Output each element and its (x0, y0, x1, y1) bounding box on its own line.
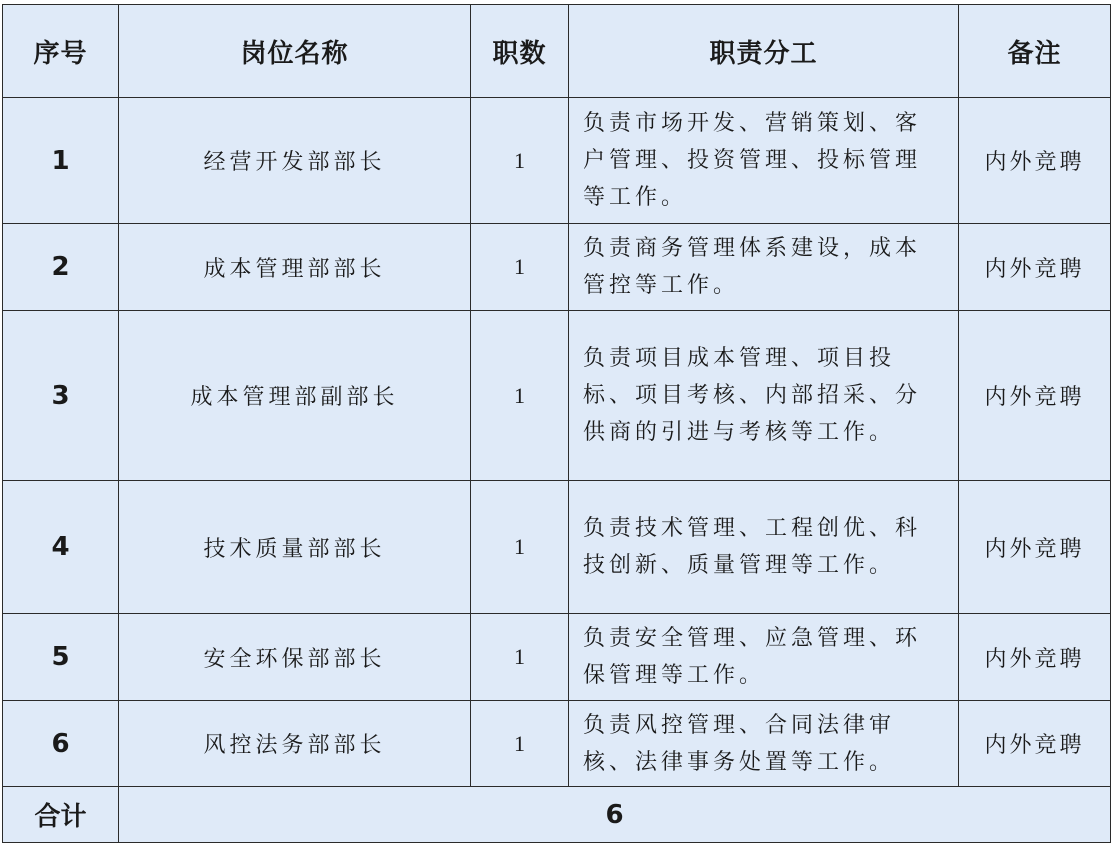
table-row (3, 98, 1111, 224)
table-row (3, 614, 1111, 701)
header-note: 备注 (959, 5, 1111, 98)
row-note: 内外竞聘 (959, 224, 1111, 311)
row-count: 1 (471, 224, 569, 311)
row-count: 1 (471, 98, 569, 224)
positions-table (2, 4, 1111, 843)
row-seq: 1 (3, 98, 119, 224)
row-seq: 4 (3, 481, 119, 614)
row-position: 成本管理部副部长 (119, 311, 471, 481)
table-total-row (3, 787, 1111, 843)
row-duty: 负责市场开发、营销策划、客户管理、投资管理、投标管理等工作。 (569, 98, 959, 224)
row-position: 成本管理部部长 (119, 224, 471, 311)
table-header-row (3, 5, 1111, 98)
table-row (3, 481, 1111, 614)
table-row (3, 311, 1111, 481)
total-value: 6 (119, 787, 1111, 843)
header-seq: 序号 (3, 5, 119, 98)
row-seq: 2 (3, 224, 119, 311)
table-row (3, 701, 1111, 787)
row-seq: 5 (3, 614, 119, 701)
row-count: 1 (471, 481, 569, 614)
row-duty: 负责安全管理、应急管理、环保管理等工作。 (569, 614, 959, 701)
row-note: 内外竞聘 (959, 614, 1111, 701)
row-position: 风控法务部部长 (119, 701, 471, 787)
row-note: 内外竞聘 (959, 481, 1111, 614)
header-position: 岗位名称 (119, 5, 471, 98)
row-seq: 3 (3, 311, 119, 481)
row-position: 技术质量部部长 (119, 481, 471, 614)
row-seq: 6 (3, 701, 119, 787)
row-note: 内外竞聘 (959, 98, 1111, 224)
row-count: 1 (471, 614, 569, 701)
row-count: 1 (471, 701, 569, 787)
row-duty: 负责技术管理、工程创优、科技创新、质量管理等工作。 (569, 481, 959, 614)
row-note: 内外竞聘 (959, 311, 1111, 481)
row-duty: 负责商务管理体系建设，成本管控等工作。 (569, 224, 959, 311)
row-count: 1 (471, 311, 569, 481)
row-duty: 负责项目成本管理、项目投标、项目考核、内部招采、分供商的引进与考核等工作。 (569, 311, 959, 481)
row-duty: 负责风控管理、合同法律审核、法律事务处置等工作。 (569, 701, 959, 787)
total-label: 合计 (3, 787, 119, 843)
table-row (3, 224, 1111, 311)
header-count: 职数 (471, 5, 569, 98)
header-duty: 职责分工 (569, 5, 959, 98)
row-position: 经营开发部部长 (119, 98, 471, 224)
row-position: 安全环保部部长 (119, 614, 471, 701)
row-note: 内外竞聘 (959, 701, 1111, 787)
